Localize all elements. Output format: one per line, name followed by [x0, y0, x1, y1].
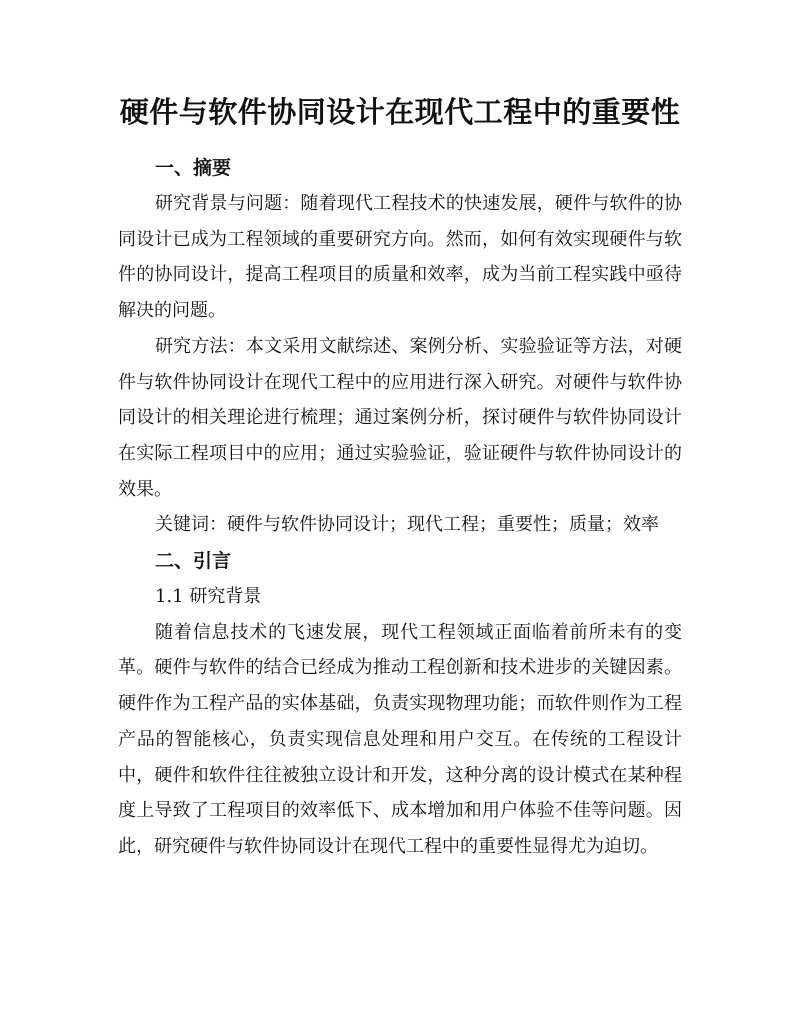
keywords-line: 关键词：硬件与软件协同设计；现代工程；重要性；质量；效率	[155, 514, 659, 536]
abstract-heading: 一、摘要	[155, 157, 232, 179]
title-spacer	[118, 134, 682, 150]
introduction-paragraph: 随着信息技术的飞速发展，现代工程领域正面临着前所未有的变革。硬件与软件的结合已经成为推动工程创新和技术进步的关键因素。硬件作为工程产品的实体基础，负责实现物理功能；而软件则作为工程产品的智能核心，负责实现信息处理和用户交互。在传统的工程设计中，硬件和软件往往被独立设计和开发，这种分离的设计模式在某种程度上导致了工程项目的效率低下、成本增加和用户体验不佳等问题。因此，研究硬件与软件协同设计在现代工程中的重要性显得尤为迫切。	[118, 621, 682, 857]
document-title: 硬件与软件协同设计在现代工程中的重要性	[119, 95, 681, 129]
abstract-background-paragraph: 研究背景与问题：随着现代工程技术的快速发展，硬件与软件的协同设计已成为工程领域的重要研究方向。然而，如何有效实现硬件与软件的协同设计，提高工程项目的质量和效率，成为当前工程实践中亟待解决的问题。	[118, 193, 682, 322]
introduction-heading: 二、引言	[155, 550, 232, 573]
subsection-research-background: 1.1 研究背景	[155, 586, 262, 608]
abstract-method-paragraph: 研究方法：本文采用文献综述、案例分析、实验验证等方法，对硬件与软件协同设计在现代工程中的应用进行深入研究。对硬件与软件协同设计的相关理论进行梳理；通过案例分析，探讨硬件与软件协同设计在实际工程项目中的应用；通过实验验证，验证硬件与软件协同设计的效果。	[118, 335, 682, 500]
